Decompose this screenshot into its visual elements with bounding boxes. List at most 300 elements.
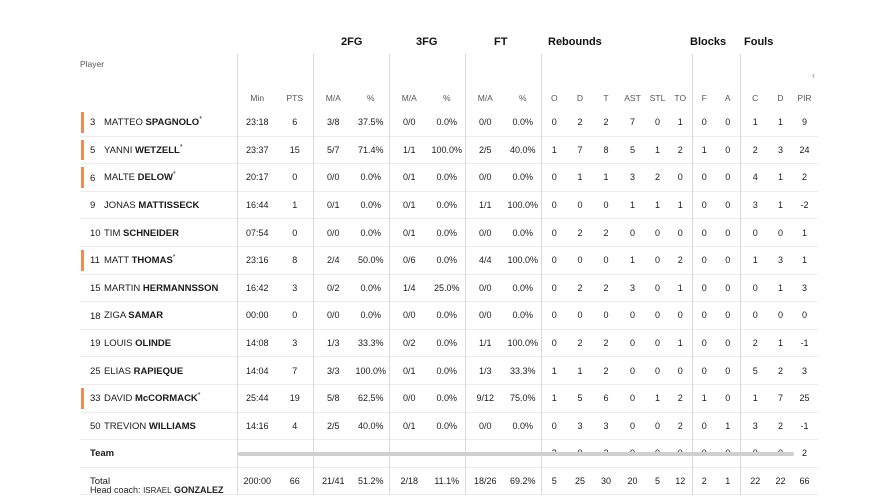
stat-ft-pct: 40.0% <box>509 144 536 155</box>
total-2fg-pct: 51.2% <box>357 476 384 487</box>
stat-pts: 4 <box>292 420 298 431</box>
stat-foul-d: 1 <box>777 172 783 183</box>
boxscore-table <box>80 54 818 495</box>
player-first-name: DAVID <box>104 393 133 405</box>
player-cell[interactable] <box>80 329 237 357</box>
stat-ast: 0 <box>629 338 635 349</box>
stat-min: 23:16 <box>237 246 277 274</box>
total-reb-o: 5 <box>541 467 567 495</box>
team-pir: 2 <box>801 448 807 459</box>
total-ft-pct: 69.2% <box>509 476 536 487</box>
header-min[interactable]: Min <box>237 54 277 109</box>
stat-reb-o: 0 <box>541 329 567 357</box>
stat-ast: 0 <box>629 310 635 321</box>
stat-3fg-pct: 0.0% <box>436 227 457 238</box>
player-cell[interactable] <box>80 246 237 274</box>
stat-ast: 0 <box>629 393 635 404</box>
stat-pts: 7 <box>292 365 298 376</box>
player-first-name: MARTIN <box>104 282 141 294</box>
stat-3fg-ma: 0/1 <box>389 357 429 385</box>
stat-pts: 1 <box>292 200 298 211</box>
stat-3fg-ma: 0/1 <box>389 164 429 192</box>
stat-foul-d: 0 <box>777 310 783 321</box>
stat-foul-c: 4 <box>740 164 770 192</box>
stat-foul-d: 1 <box>777 117 783 128</box>
stat-reb-d: 2 <box>577 338 583 349</box>
stat-reb-t: 2 <box>603 227 609 238</box>
stat-3fg-ma: 0/1 <box>389 412 429 440</box>
stat-reb-o: 1 <box>541 357 567 385</box>
stat-ft-ma: 0/0 <box>465 412 505 440</box>
stat-2fg-ma: 1/3 <box>313 329 353 357</box>
stat-foul-c: 0 <box>740 274 770 302</box>
total-reb-d: 25 <box>574 476 585 487</box>
stat-to: 1 <box>677 338 683 349</box>
stat-reb-o: 0 <box>541 109 567 136</box>
total-2fg-ma: 21/41 <box>313 467 353 495</box>
stat-pir: 25 <box>799 393 810 404</box>
player-first-name: MALTE <box>104 172 135 184</box>
stat-stl: 0 <box>654 365 660 376</box>
stat-pir: 1 <box>801 255 807 266</box>
stat-stl: 0 <box>654 255 660 266</box>
stat-ft-pct: 100.0% <box>507 338 539 349</box>
player-number: 25 <box>90 365 101 377</box>
stat-reb-d: 2 <box>577 117 583 128</box>
stat-reb-t: 2 <box>603 365 609 376</box>
header-pir[interactable]: PIR <box>797 93 812 103</box>
stat-ft-pct: 0.0% <box>512 282 533 293</box>
stat-stl: 0 <box>654 227 660 238</box>
stat-blk-a: 0 <box>725 365 731 376</box>
table-row <box>80 219 818 247</box>
player-first-name: LOUIS <box>104 338 133 350</box>
stat-pts: 0 <box>292 172 298 183</box>
stat-2fg-ma: 0/0 <box>313 219 353 247</box>
total-stl: 5 <box>654 476 660 487</box>
stat-blk-f: 0 <box>692 164 716 192</box>
stat-reb-d: 1 <box>577 365 583 376</box>
header-2fg-ma[interactable]: M/A <box>313 54 353 109</box>
stat-to: 0 <box>677 310 683 321</box>
head-coach-label: Head coach: <box>90 485 141 495</box>
player-cell[interactable] <box>80 274 237 302</box>
total-reb-t: 30 <box>600 476 611 487</box>
stat-reb-o: 0 <box>541 302 567 330</box>
player-cell[interactable] <box>80 219 237 247</box>
stat-to: 2 <box>677 393 683 404</box>
stat-foul-d: 7 <box>777 393 783 404</box>
stat-ast: 1 <box>629 255 635 266</box>
scroll-more-icon[interactable]: ‹ <box>812 70 815 80</box>
stat-pts: 0 <box>292 227 298 238</box>
stat-pts: 3 <box>292 282 298 293</box>
stat-reb-t: 2 <box>603 282 609 293</box>
stat-ft-pct: 0.0% <box>512 310 533 321</box>
stat-2fg-ma: 0/2 <box>313 274 353 302</box>
stat-pts: 15 <box>289 144 300 155</box>
stat-ft-ma: 9/12 <box>465 384 505 412</box>
player-first-name: JONAS <box>104 200 136 212</box>
head-coach-first: ISRAEL <box>143 486 172 495</box>
player-cell[interactable] <box>80 164 237 192</box>
stat-blk-a: 0 <box>725 338 731 349</box>
player-last-name: RAPIEQUE <box>133 365 184 377</box>
player-last-name: McCORMACK <box>134 393 198 405</box>
stat-min: 25:44 <box>237 384 277 412</box>
stat-blk-a: 1 <box>725 420 731 431</box>
stat-3fg-ma: 0/0 <box>389 302 429 330</box>
stat-reb-d: 0 <box>577 200 583 211</box>
stat-blk-a: 0 <box>725 255 731 266</box>
stat-stl: 0 <box>654 310 660 321</box>
stat-reb-t: 6 <box>603 393 609 404</box>
stat-blk-f: 0 <box>692 109 716 136</box>
stat-reb-d: 2 <box>577 282 583 293</box>
stat-to: 1 <box>677 117 683 128</box>
stat-blk-f: 1 <box>692 384 716 412</box>
total-blk-f: 2 <box>692 467 716 495</box>
stat-to: 2 <box>677 420 683 431</box>
player-cell[interactable] <box>80 302 237 330</box>
stat-foul-c: 5 <box>740 357 770 385</box>
stat-blk-f: 0 <box>692 191 716 219</box>
stat-ft-pct: 100.0% <box>507 255 539 266</box>
stat-2fg-pct: 0.0% <box>360 310 381 321</box>
stat-pts: 8 <box>292 255 298 266</box>
stat-ft-pct: 0.0% <box>512 117 533 128</box>
stat-ast: 0 <box>629 365 635 376</box>
stat-reb-d: 0 <box>577 310 583 321</box>
stat-pir: 0 <box>801 310 807 321</box>
player-cell[interactable] <box>80 109 237 136</box>
starter-marker <box>81 112 84 133</box>
stat-blk-f: 0 <box>692 246 716 274</box>
stat-to: 1 <box>677 200 683 211</box>
table-row <box>80 246 818 274</box>
total-3fg-ma: 2/18 <box>389 467 429 495</box>
stat-blk-a: 0 <box>725 117 731 128</box>
stat-reb-t: 1 <box>603 172 609 183</box>
stat-ft-ma: 1/1 <box>465 329 505 357</box>
table-row <box>80 191 818 219</box>
total-ast: 20 <box>627 476 638 487</box>
stat-stl: 0 <box>654 338 660 349</box>
stat-pir: -1 <box>800 420 809 431</box>
group-3fg: 3FG <box>416 36 438 48</box>
starter-star: * <box>179 143 183 151</box>
stat-3fg-pct: 25.0% <box>433 282 460 293</box>
stat-3fg-ma: 0/0 <box>389 384 429 412</box>
stat-2fg-pct: 33.3% <box>357 338 384 349</box>
stat-blk-f: 0 <box>692 412 716 440</box>
stat-3fg-pct: 100.0% <box>431 144 463 155</box>
player-number: 11 <box>90 255 100 267</box>
stat-reb-o: 0 <box>541 246 567 274</box>
team-label: Team <box>90 447 115 459</box>
starter-star: * <box>197 392 201 400</box>
stat-foul-c: 0 <box>740 302 770 330</box>
player-number: 15 <box>90 282 101 294</box>
table-row <box>80 384 818 412</box>
stat-blk-a: 0 <box>725 200 731 211</box>
column-header-row <box>80 54 818 109</box>
player-cell[interactable] <box>80 136 237 164</box>
stat-blk-f: 0 <box>692 219 716 247</box>
stat-2fg-ma: 3/3 <box>313 357 353 385</box>
stat-reb-d: 2 <box>577 227 583 238</box>
header-3fg-pct[interactable]: % <box>442 93 451 103</box>
stat-reb-t: 2 <box>603 338 609 349</box>
stat-to: 1 <box>677 282 683 293</box>
table-row <box>80 302 818 330</box>
stat-foul-c: 1 <box>740 384 770 412</box>
stat-foul-c: 0 <box>740 219 770 247</box>
stat-3fg-pct: 0.0% <box>436 172 457 183</box>
stat-to: 2 <box>677 144 683 155</box>
stat-pir: -1 <box>800 338 809 349</box>
stat-pir: 24 <box>799 144 810 155</box>
player-first-name: TREVION <box>104 420 147 432</box>
stat-foul-d: 3 <box>777 144 783 155</box>
stat-3fg-pct: 0.0% <box>436 365 457 376</box>
stat-ft-pct: 0.0% <box>512 172 533 183</box>
player-cell[interactable] <box>80 384 237 412</box>
stat-pir: 9 <box>801 117 807 128</box>
header-player: Player <box>80 59 105 69</box>
stat-3fg-pct: 0.0% <box>436 200 457 211</box>
stat-foul-d: 0 <box>777 227 783 238</box>
player-first-name: YANNI <box>104 144 133 156</box>
stat-3fg-ma: 1/1 <box>389 136 429 164</box>
stat-2fg-pct: 0.0% <box>360 282 381 293</box>
player-number: 50 <box>90 420 101 432</box>
stat-2fg-ma: 0/0 <box>313 302 353 330</box>
player-last-name: SAMAR <box>128 310 164 322</box>
stat-reb-t: 2 <box>603 117 609 128</box>
stat-2fg-pct: 40.0% <box>357 420 384 431</box>
starter-star: * <box>199 116 202 124</box>
stat-pir: 1 <box>801 227 807 238</box>
stat-reb-t: 0 <box>603 310 609 321</box>
stat-foul-d: 3 <box>777 255 783 266</box>
group-ft: FT <box>494 36 508 48</box>
stat-2fg-pct: 62.5% <box>357 393 384 404</box>
stat-ft-ma: 4/4 <box>465 246 505 274</box>
stat-2fg-ma: 2/5 <box>313 412 353 440</box>
stat-pts: 6 <box>292 117 298 128</box>
stat-blk-a: 0 <box>725 310 731 321</box>
header-foul-c[interactable]: C <box>740 54 770 109</box>
starter-marker <box>81 250 84 271</box>
stat-reb-d: 1 <box>577 172 583 183</box>
stat-pts: 0 <box>292 310 298 321</box>
stat-blk-a: 0 <box>725 144 731 155</box>
stat-2fg-ma: 2/4 <box>313 246 353 274</box>
stat-blk-f: 0 <box>692 274 716 302</box>
table-row <box>80 329 818 357</box>
stat-blk-f: 0 <box>692 302 716 330</box>
stat-min: 00:00 <box>237 302 277 330</box>
stat-stl: 1 <box>654 200 660 211</box>
stat-2fg-ma: 0/1 <box>313 191 353 219</box>
player-cell[interactable] <box>80 357 237 385</box>
total-label: Total <box>90 475 111 487</box>
head-coach-last: GONZALEZ <box>174 485 224 495</box>
stat-reb-o: 1 <box>541 136 567 164</box>
stat-ft-ma: 2/5 <box>465 136 505 164</box>
player-last-name: HERMANNSSON <box>142 282 219 294</box>
header-to[interactable]: TO <box>674 93 687 103</box>
stat-foul-c: 2 <box>740 329 770 357</box>
stat-to: 0 <box>677 227 683 238</box>
stat-stl: 0 <box>654 117 660 128</box>
stat-foul-d: 1 <box>777 338 783 349</box>
stat-ft-ma: 1/1 <box>465 191 505 219</box>
starter-star: * <box>172 254 176 262</box>
player-number: 33 <box>90 393 101 405</box>
stat-stl: 0 <box>654 420 660 431</box>
header-ft-pct[interactable]: % <box>518 93 527 103</box>
stat-foul-d: 1 <box>777 200 783 211</box>
stat-foul-c: 3 <box>740 191 770 219</box>
stat-3fg-ma: 0/6 <box>389 246 429 274</box>
player-number: 19 <box>90 338 101 350</box>
stat-3fg-pct: 0.0% <box>436 255 457 266</box>
stat-blk-f: 1 <box>692 136 716 164</box>
player-cell[interactable] <box>80 191 237 219</box>
header-reb-o[interactable]: O <box>541 54 567 109</box>
stat-ast: 3 <box>629 282 635 293</box>
starter-marker <box>81 167 84 188</box>
stat-2fg-pct: 50.0% <box>357 255 384 266</box>
total-foul-d: 22 <box>775 476 786 487</box>
total-ft-ma: 18/26 <box>465 467 505 495</box>
stat-foul-c: 1 <box>740 246 770 274</box>
stat-3fg-ma: 0/2 <box>389 329 429 357</box>
stat-blk-f: 0 <box>692 357 716 385</box>
stat-stl: 1 <box>654 144 660 155</box>
table-row <box>80 164 818 192</box>
stat-foul-c: 1 <box>740 109 770 136</box>
stat-2fg-pct: 37.5% <box>357 117 384 128</box>
player-cell[interactable] <box>80 412 237 440</box>
player-number: 9 <box>90 200 96 212</box>
stat-ft-pct: 0.0% <box>512 420 533 431</box>
group-blocks: Blocks <box>690 36 727 48</box>
stat-3fg-ma: 0/0 <box>389 109 429 136</box>
stat-min: 16:44 <box>237 191 277 219</box>
stat-3fg-pct: 0.0% <box>436 310 457 321</box>
stat-2fg-pct: 0.0% <box>360 200 381 211</box>
stat-ast: 0 <box>629 227 635 238</box>
stat-blk-f: 0 <box>692 329 716 357</box>
stat-ft-ma: 0/0 <box>465 219 505 247</box>
stat-foul-d: 1 <box>777 282 783 293</box>
stat-ft-pct: 0.0% <box>512 227 533 238</box>
table-row <box>80 274 818 302</box>
stat-to: 2 <box>677 255 683 266</box>
starter-marker <box>81 140 84 161</box>
stat-min: 14:08 <box>237 329 277 357</box>
stat-3fg-pct: 0.0% <box>436 420 457 431</box>
stat-reb-o: 0 <box>541 164 567 192</box>
stat-reb-d: 5 <box>577 393 583 404</box>
stat-reb-o: 0 <box>541 412 567 440</box>
player-last-name: OLINDE <box>135 338 172 350</box>
stat-min: 20:17 <box>237 164 277 192</box>
stat-blk-a: 0 <box>725 282 731 293</box>
stat-foul-d: 2 <box>777 420 783 431</box>
stat-3fg-pct: 0.0% <box>436 338 457 349</box>
header-reb-t[interactable]: T <box>603 93 609 103</box>
stat-foul-d: 2 <box>777 365 783 376</box>
stat-ft-ma: 1/3 <box>465 357 505 385</box>
stat-stl: 1 <box>654 393 660 404</box>
stat-reb-t: 0 <box>603 200 609 211</box>
total-pts: 66 <box>289 476 300 487</box>
stat-reb-o: 1 <box>541 384 567 412</box>
stat-ast: 0 <box>629 420 635 431</box>
stat-stl: 0 <box>654 282 660 293</box>
head-coach <box>90 485 224 495</box>
stat-3fg-ma: 0/1 <box>389 191 429 219</box>
stat-ft-ma: 0/0 <box>465 109 505 136</box>
header-foul-d[interactable]: D <box>777 93 784 103</box>
stat-3fg-pct: 0.0% <box>436 393 457 404</box>
table-row <box>80 109 818 136</box>
header-reb-d[interactable]: D <box>576 93 584 103</box>
stat-to: 0 <box>677 172 683 183</box>
stat-pir: 2 <box>801 172 807 183</box>
player-last-name: THOMAS <box>131 255 173 267</box>
horizontal-scrollbar[interactable] <box>238 452 794 456</box>
total-3fg-pct: 11.1% <box>434 476 460 487</box>
group-rebounds: Rebounds <box>548 36 602 48</box>
player-number: 18 <box>90 310 101 322</box>
table-row <box>80 412 818 440</box>
stat-2fg-pct: 0.0% <box>360 172 381 183</box>
header-ast[interactable]: AST <box>624 93 641 103</box>
stat-ft-ma: 0/0 <box>465 302 505 330</box>
stat-reb-d: 0 <box>577 255 583 266</box>
player-last-name: DELOW <box>137 172 173 184</box>
header-3fg-ma[interactable]: M/A <box>389 54 429 109</box>
player-number: 10 <box>90 227 101 239</box>
header-pts[interactable]: PTS <box>286 93 304 103</box>
stat-ft-pct: 33.3% <box>509 365 536 376</box>
stat-pir: 3 <box>801 365 807 376</box>
stat-3fg-ma: 0/1 <box>389 219 429 247</box>
table-row <box>80 357 818 385</box>
player-rows <box>80 109 818 440</box>
header-ft-ma[interactable]: M/A <box>465 54 505 109</box>
header-2fg-pct[interactable]: % <box>366 93 375 103</box>
stat-stl: 2 <box>654 172 660 183</box>
stat-ft-ma: 0/0 <box>465 274 505 302</box>
stat-reb-o: 0 <box>541 274 567 302</box>
player-first-name: TIM <box>104 227 121 239</box>
stat-reb-t: 0 <box>603 255 609 266</box>
player-first-name: ELIAS <box>104 365 131 377</box>
header-stl[interactable]: STL <box>649 93 666 103</box>
total-foul-c: 22 <box>740 467 770 495</box>
stat-ast: 5 <box>629 144 635 155</box>
stat-3fg-ma: 1/4 <box>389 274 429 302</box>
header-blk-f[interactable]: F <box>692 54 716 109</box>
header-blk-a[interactable]: A <box>724 93 731 103</box>
stat-2fg-pct: 71.4% <box>357 144 384 155</box>
